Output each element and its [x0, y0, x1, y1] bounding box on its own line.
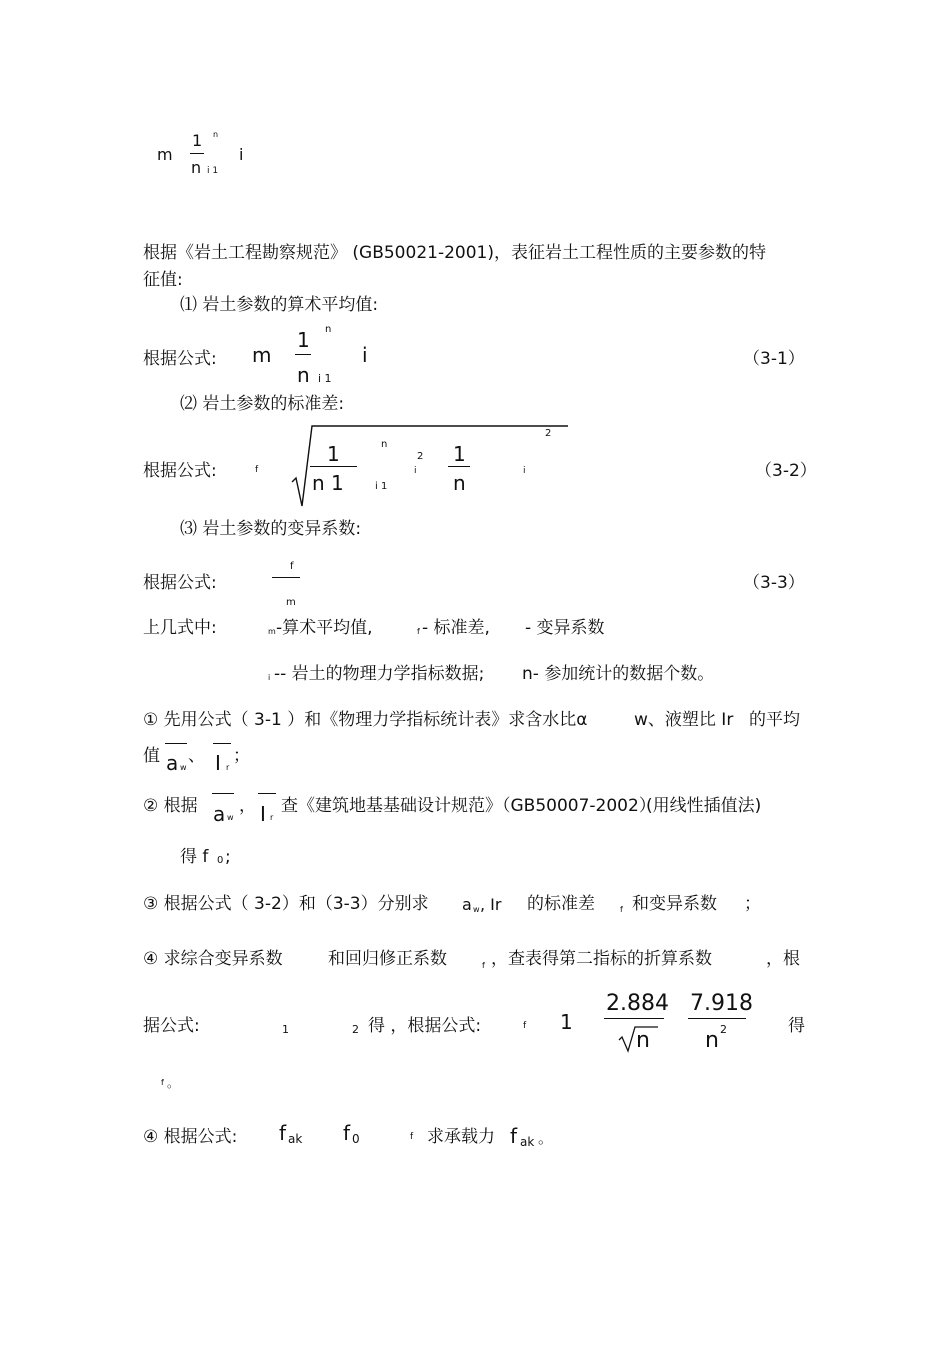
- sum-upper: n: [213, 130, 219, 139]
- symbol-one: 1: [560, 1010, 573, 1034]
- step2-line2: 得 f: [180, 847, 209, 867]
- subscript-f: f: [417, 627, 420, 636]
- step2-text: 查《建筑地基基础设计规范》（GB50007-2002）: [281, 796, 656, 816]
- step3-mid: 的标准差: [527, 894, 595, 914]
- item1-heading: ⑴ 岩土参数的算术平均值:: [180, 295, 379, 315]
- symbol-m: m: [157, 145, 173, 164]
- subscript-f: f: [620, 905, 623, 914]
- step1-tail: 的平均: [749, 710, 800, 730]
- fraction-bar: [190, 153, 204, 154]
- step1-w: w、液塑比 Ir: [634, 710, 734, 730]
- fraction-bar-b: [448, 466, 470, 467]
- numerator: 1: [297, 328, 310, 352]
- overline-aw: [165, 743, 187, 744]
- overline-ir: [213, 743, 231, 744]
- overline-aw: [212, 793, 234, 794]
- fraction-bar-1: [604, 1018, 664, 1019]
- step4-text: ④ 求综合变异系数: [143, 949, 283, 969]
- equation-number: （3-2）: [755, 461, 817, 481]
- separator: 、: [188, 746, 205, 766]
- subscript-two: 2: [352, 1023, 359, 1036]
- step1-value-label: 值: [143, 746, 160, 766]
- data-desc: -- 岩土的物理力学指标数据;: [274, 664, 485, 684]
- cv-desc: - 变异系数: [525, 618, 605, 638]
- symbol-a: a: [213, 802, 226, 826]
- equation-number: （3-1）: [743, 349, 805, 369]
- fraction-bar: [272, 577, 300, 578]
- numerator: f: [290, 561, 294, 572]
- step4-de2: 得: [788, 1016, 805, 1036]
- denominator: m: [286, 597, 296, 608]
- step3-tail: 和变异系数: [632, 894, 717, 914]
- step4-end: ，根: [766, 949, 800, 969]
- intro-line-2: 征值:: [143, 270, 183, 290]
- step4-mid: 和回归修正系数: [328, 949, 447, 969]
- subscript-i: i: [268, 673, 271, 682]
- fraction-bar-a: [310, 466, 357, 467]
- sum-lower: i 1: [207, 166, 219, 176]
- subscript-f: f: [482, 961, 485, 970]
- step4-circle: 。: [167, 1076, 180, 1090]
- coef-7918: 7.918: [690, 991, 753, 1016]
- subscript-f: f: [410, 1132, 414, 1142]
- step3-end: ；: [744, 894, 761, 914]
- mean-desc: -算术平均值,: [276, 618, 373, 638]
- subscript-i: i: [414, 466, 417, 476]
- step5-end: 。: [538, 1129, 554, 1147]
- symbol-f0: f: [343, 1121, 351, 1145]
- numerator: 1: [192, 131, 203, 150]
- step5-mid: 求承载力: [427, 1127, 495, 1147]
- subscript-ak: ak: [288, 1132, 303, 1146]
- subscript-m: m: [268, 627, 276, 636]
- step2-lead: ② 根据: [143, 796, 198, 816]
- sum-lower: i 1: [318, 372, 332, 385]
- item3-heading: ⑶ 岩土参数的变异系数:: [180, 519, 362, 539]
- step1-end: ；: [233, 746, 250, 766]
- subscript-f2: f: [523, 1021, 527, 1031]
- symbol-I: I: [260, 802, 266, 826]
- step3-text: ③ 根据公式（ 3-2）和（3-3）分别求: [143, 894, 429, 914]
- coef-2884: 2.884: [606, 991, 669, 1016]
- symbol-ir: , Ir: [480, 895, 502, 914]
- n-desc: n- 参加统计的数据个数。: [522, 664, 715, 684]
- step5-text: ④ 根据公式:: [143, 1127, 238, 1147]
- step2-comma: ，: [239, 796, 256, 816]
- denominator: n: [297, 363, 310, 387]
- fraction-bar: [295, 354, 311, 355]
- subscript-i-b: i: [523, 466, 526, 476]
- formula-label: 根据公式:: [143, 349, 217, 369]
- fraction-bar-2: [688, 1018, 746, 1019]
- numerator-a: 1: [327, 442, 340, 466]
- where-label: 上几式中:: [143, 618, 217, 638]
- step2-end: ;: [225, 847, 231, 867]
- step1-text: ① 先用公式（ 3-1 ）和《物理力学指标统计表》求含水比α: [143, 710, 588, 730]
- symbol-a: a: [166, 751, 179, 775]
- symbol-f: f: [279, 1121, 287, 1145]
- symbol-a: a: [462, 895, 472, 914]
- symbol-n2: n: [705, 1028, 719, 1053]
- denominator-a: n 1: [312, 471, 344, 495]
- step4-de: 得 ，根据公式:: [368, 1016, 482, 1036]
- sum-lower: i 1: [375, 481, 388, 492]
- step2-tail: (用线性插值法): [646, 796, 762, 816]
- step4-line2: 据公式:: [143, 1016, 200, 1036]
- sigma-f-subscript: f: [255, 465, 259, 475]
- subscript-w: w: [227, 813, 234, 822]
- outer-power-two: 2: [545, 428, 552, 439]
- symbol-I: I: [215, 751, 221, 775]
- subscript-one: 1: [282, 1023, 289, 1036]
- sum-upper: n: [325, 324, 332, 335]
- subscript-ak2: ak: [520, 1135, 535, 1149]
- subscript-zero: 0: [352, 1132, 360, 1146]
- equation-number: （3-3）: [743, 573, 805, 593]
- subscript-r: r: [270, 813, 274, 822]
- formula-label: 根据公式:: [143, 573, 217, 593]
- sqrt-n: n: [636, 1028, 650, 1053]
- subscript-f-line3: f: [161, 1078, 164, 1087]
- numerator-b: 1: [453, 442, 466, 466]
- item2-heading: ⑵ 岩土参数的标准差:: [180, 394, 345, 414]
- subscript-r: r: [226, 763, 230, 772]
- step4-tail: ，查表得第二指标的折算系数: [491, 949, 712, 969]
- subscript-zero: 0: [217, 855, 224, 866]
- sum-upper: n: [381, 439, 388, 450]
- intro-line-1: 根据《岩土工程勘察规范》 (GB50021-2001)，表征岩土工程性质的主要参数的特: [143, 243, 766, 263]
- formula-label: 根据公式:: [143, 461, 217, 481]
- symbol-m: m: [252, 343, 272, 367]
- std-desc: - 标准差,: [422, 618, 490, 638]
- denominator: n: [191, 158, 202, 177]
- symbol-i: i: [362, 343, 368, 367]
- overline-ir: [258, 793, 276, 794]
- subscript-w: w: [180, 763, 187, 772]
- power-two: 2: [720, 1023, 727, 1036]
- symbol-fak: f: [510, 1124, 518, 1148]
- symbol-i: i: [239, 145, 244, 164]
- power-two: 2: [417, 451, 424, 462]
- denominator-b: n: [453, 471, 466, 495]
- subscript-w: w: [473, 905, 480, 914]
